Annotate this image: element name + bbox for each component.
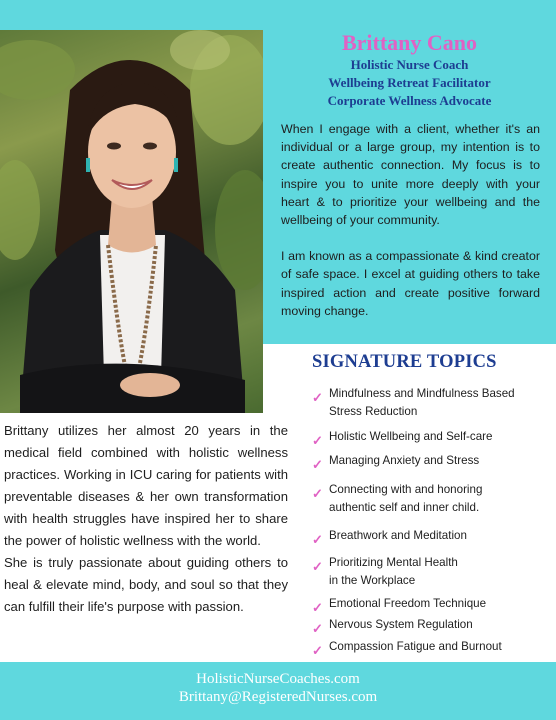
topic-item bbox=[312, 452, 542, 470]
check-icon: ✓ bbox=[312, 621, 323, 636]
check-icon: ✓ bbox=[312, 486, 323, 501]
topic-label: Mindfulness and Mindfulness Based bbox=[329, 387, 515, 400]
topic-item bbox=[312, 527, 542, 545]
topic-label: Emotional Freedom Technique bbox=[329, 597, 487, 610]
topic-label-continued: authentic self and inner child. bbox=[329, 501, 480, 514]
topic-item bbox=[312, 385, 542, 421]
check-icon: ✓ bbox=[312, 600, 323, 615]
check-icon: ✓ bbox=[312, 559, 323, 574]
email-link[interactable]: Brittany@RegisteredNurses.com bbox=[178, 689, 378, 705]
topic-item bbox=[312, 616, 542, 634]
check-icon: ✓ bbox=[312, 433, 323, 448]
check-icon: ✓ bbox=[312, 457, 323, 472]
topic-label: Managing Anxiety and Stress bbox=[329, 454, 480, 467]
bio-text bbox=[4, 420, 288, 618]
intro-paragraph-2: I am known as a compassionate & kind creator of safe space. I excel at guiding others to take inspired action and create positive forward moving change. bbox=[281, 249, 540, 318]
role-line-1: Holistic Nurse Coach bbox=[350, 57, 469, 72]
contact-footer bbox=[0, 662, 556, 720]
topic-label: Breathwork and Meditation bbox=[329, 529, 467, 542]
topic-label: Nervous System Regulation bbox=[329, 618, 473, 631]
topic-item bbox=[312, 638, 542, 656]
topic-item bbox=[312, 481, 542, 517]
role-line-2: Wellbeing Retreat Facilitator bbox=[328, 75, 491, 90]
bio-paragraph-1: Brittany utilizes her almost 20 years in the medical field combined with holistic wellness practices. Working in ICU caring for patients with preventable diseases & her own transformation with health struggles have inspired her to share the power of holistic wellness with the world. bbox=[4, 423, 288, 548]
topic-label-continued: Stress Reduction bbox=[329, 405, 418, 418]
topic-item bbox=[312, 428, 542, 446]
topic-label: Connecting with and honoring bbox=[329, 483, 483, 496]
topic-label-continued: in the Workplace bbox=[329, 574, 416, 587]
topic-label: Holistic Wellbeing and Self-care bbox=[329, 430, 493, 443]
topic-item bbox=[312, 595, 542, 613]
signature-topics-heading: SIGNATURE TOPICS bbox=[312, 352, 497, 372]
portrait-illustration bbox=[0, 30, 263, 413]
check-icon: ✓ bbox=[312, 643, 323, 658]
check-icon: ✓ bbox=[312, 390, 323, 405]
profile-header bbox=[263, 30, 556, 110]
topic-label: Prioritizing Mental Health bbox=[329, 556, 458, 569]
check-icon: ✓ bbox=[312, 532, 323, 547]
intro-paragraph-1: When I engage with a client, whether it's an individual or a large group, my intention is to create authentic connection. My focus is to inspire you to unite more deeply with your heart & to prioritize your wellbeing and the wellbeing of your community. bbox=[281, 122, 540, 228]
profile-photo bbox=[0, 30, 263, 413]
intro-text bbox=[281, 120, 540, 320]
website-link[interactable]: HolisticNurseCoaches.com bbox=[196, 671, 360, 687]
topic-item bbox=[312, 554, 542, 590]
topic-label: Compassion Fatigue and Burnout bbox=[329, 640, 502, 653]
bio-paragraph-2: She is truly passionate about guiding others to heal & elevate mind, body, and soul so that they can fulfill their life's purpose with passion. bbox=[4, 555, 288, 614]
speaker-name: Brittany Cano bbox=[341, 30, 478, 55]
role-line-3: Corporate Wellness Advocate bbox=[327, 93, 492, 108]
